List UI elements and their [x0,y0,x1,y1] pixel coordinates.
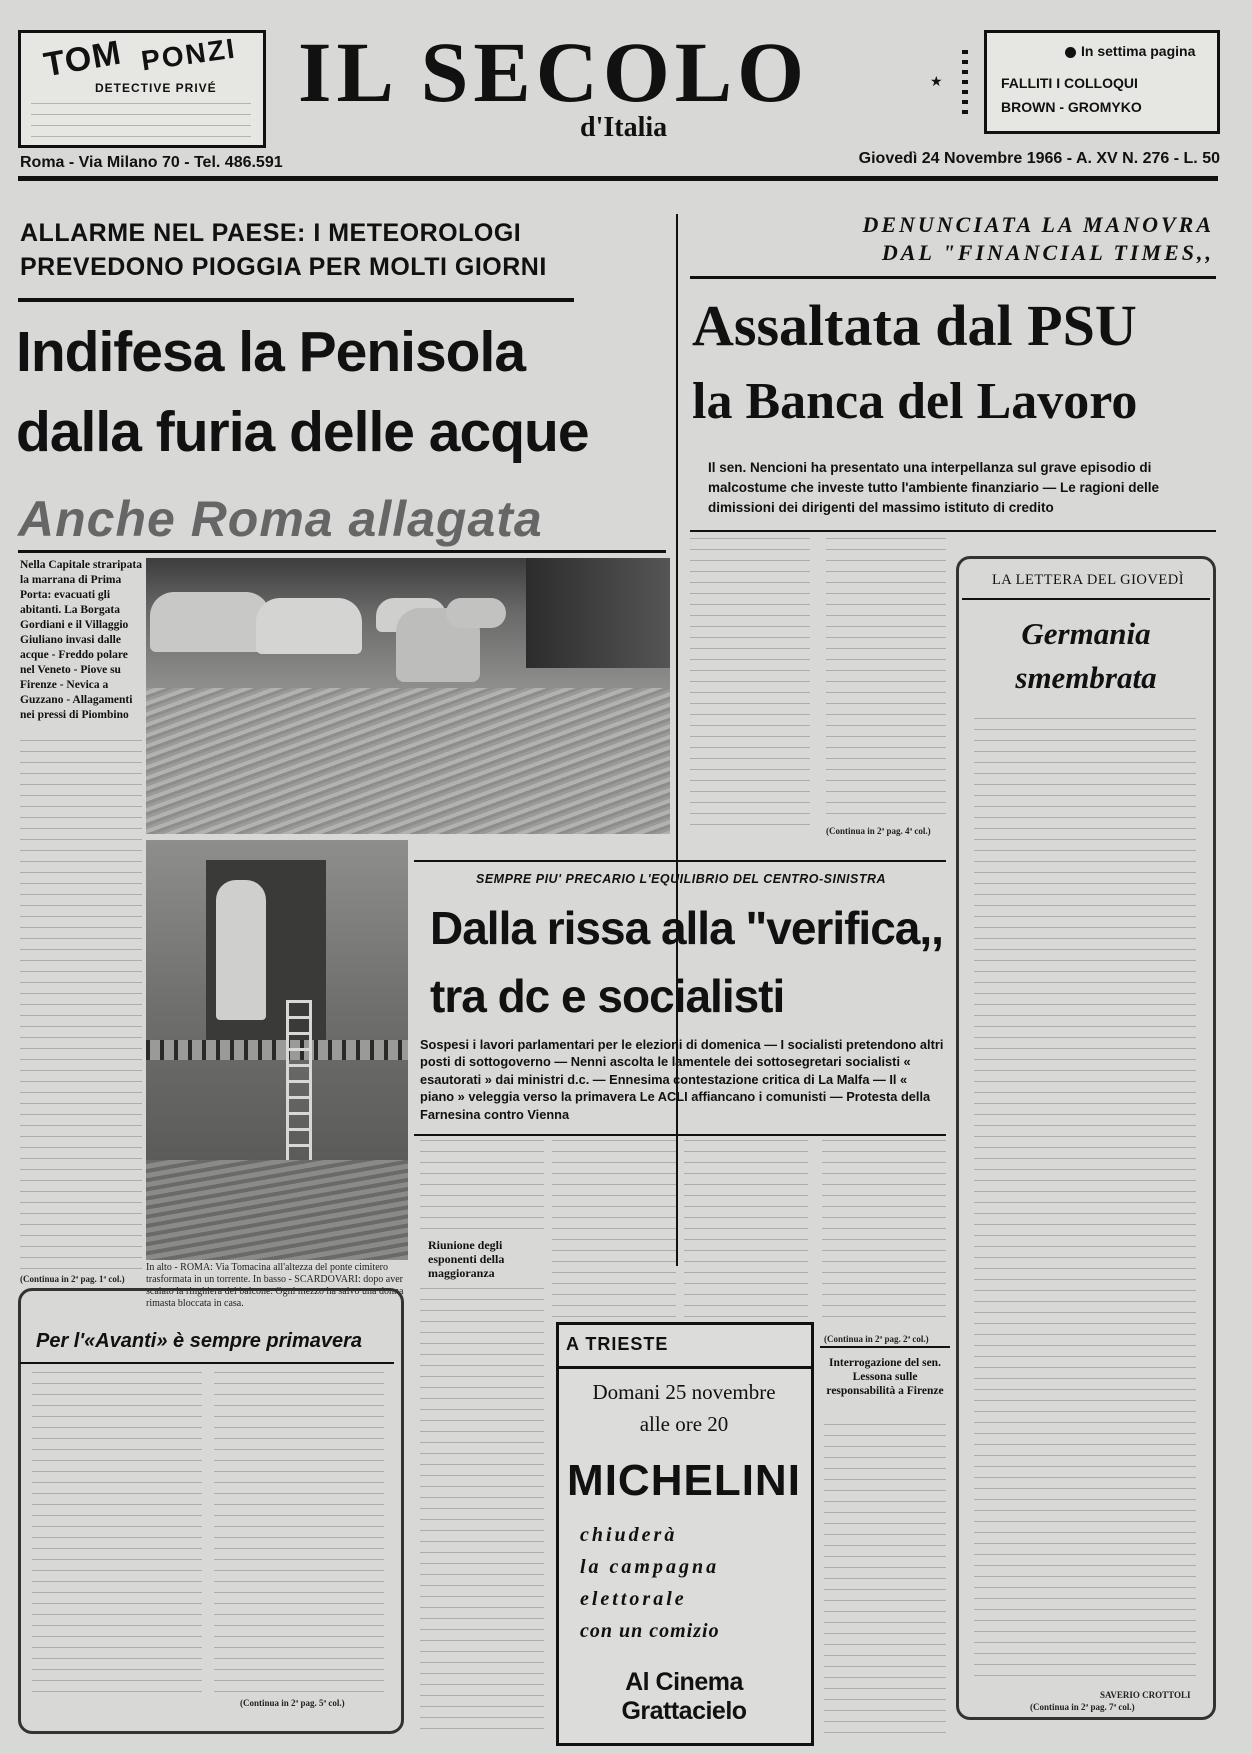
avanti-title: Per l'«Avanti» è sempre primavera [36,1330,363,1352]
bullet-icon [1065,47,1076,58]
psu-continue: (Continua in 2ª pag. 4ª col.) [826,826,931,836]
lessona-top-rule [820,1346,950,1348]
flood-summary: Nella Capitale straripata la marrana di Prima Porta: evacuati gli abitanti. La Borgata Gordiani e il Villaggio Giuliano invasi dalle acque - Freddo polare nel Veneto - Piove su Firenze - Nevica a Guzzano - Allagamenti nei pressi di Piombino [20,559,143,721]
detective-ad [18,30,266,148]
photo-water [146,1160,408,1260]
politics-continue: (Continua in 2ª pag. 2ª col.) [824,1334,929,1344]
trieste-venue: Al Cinema Grattacielo [621,1668,747,1725]
flood-photo-rescue [146,840,408,1260]
masthead-subtitle: d'Italia [580,112,668,143]
politics-body-col-3 [684,1140,808,1324]
ad-brand-ponzi: PONZI [139,32,239,77]
ad-small-print [31,103,251,137]
flood-headline-1: Indifesa la Penisola [16,320,526,384]
trieste-rule [556,1366,812,1369]
inside-line-1: FALLITI I COLLOQUI [1001,75,1138,91]
letter-title-1: Germania [1021,616,1151,651]
psu-headline-1: Assaltata dal PSU [692,293,1137,358]
ad-brand-tom: TOM [41,33,125,85]
politics-top-rule [414,860,946,862]
letter-signature: SAVERIO CROTTOLI [1100,1690,1191,1700]
lessona-title: Interrogazione del sen. Lessona sulle responsabilità a Firenze [826,1357,944,1397]
trieste-date-2: alle ore 20 [639,1412,729,1436]
politics-body-col-1b [420,1288,544,1734]
politics-body-col-1 [420,1140,544,1232]
lessona-body-text [824,1424,946,1736]
letter-continue: (Continua in 2ª pag. 7ª col.) [1030,1702,1135,1712]
flood-photo-rome-street [146,558,670,834]
trieste-line-2: la campagna [580,1556,720,1578]
letter-title-2: smembrata [1015,660,1157,695]
trieste-label: A TRIESTE [566,1334,669,1354]
masthead-dateline: Giovedì 24 Novembre 1966 - A. XV N. 276 - L. 50 [858,150,1220,167]
avanti-title-rule [20,1362,394,1364]
avanti-body-col-2 [214,1372,384,1692]
politics-deck-rule [414,1134,946,1136]
photo-water [146,688,670,834]
trieste-line-3: elettorale [580,1588,687,1610]
politics-body-col-4 [822,1140,946,1326]
psu-body-col-2 [826,538,946,822]
inside-label: In settima pagina [1081,43,1196,59]
photo-car [256,598,362,654]
politics-kicker: SEMPRE PIU' PRECARIO L'EQUILIBRIO DEL CENTRO-SINISTRA [475,872,887,886]
flood-subhead: Anche Roma allagata [18,491,543,547]
flood-kicker: ALLARME NEL PAESE: I METEOROLOGI PREVEDONO PIOGGIA PER MOLTI GIORNI [20,219,547,281]
politics-subhead: Riunione degli esponenti della maggioranza [428,1238,505,1280]
flood-photo-caption: In alto - ROMA: Via Tomacina all'altezza del ponte cimitero trasformata in un torrente. In basso - SCARDOVARI: dopo aver scalato la ringhiera del balcone. Ogni mezzo ha salvo una donna rimasta bloccata in casa. [146,1262,404,1309]
flood-subhead-rule [18,550,666,553]
flood-headline-2: dalla furia delle acque [16,400,589,464]
inside-line-2: BROWN - GROMYKO [1001,99,1142,115]
politics-headline-2: tra dc e socialisti [430,970,785,1022]
masthead-rule [18,176,1218,181]
psu-deck: Il sen. Nencioni ha presentato una interpellanza sul grave episodio di malcostume che investe tutto l'ambiente finanziario — Le ragioni delle dimissioni dei dirigenti del massimo istituto di credito [708,460,1160,515]
psu-headline-2: la Banca del Lavoro [692,373,1138,430]
photo-wall [526,558,670,668]
photo-person [216,880,266,1020]
letter-body-text [974,718,1196,1686]
photo-car [150,592,270,652]
flood-body-text [20,740,142,1270]
flood-kicker-rule [18,298,574,302]
politics-body-col-2 [552,1140,676,1324]
inside-box [984,30,1220,134]
trieste-line-4: con un comizio [580,1620,720,1642]
psu-kicker-rule [690,276,1216,279]
trieste-date-1: Domani 25 novembre [592,1380,776,1404]
psu-body-col-1 [690,538,810,832]
letter-label-rule [962,598,1210,600]
letter-label: LA LETTERA DEL GIOVEDÌ [991,572,1185,588]
masthead-star-icon: ★ [930,75,943,90]
politics-headline-1: Dalla rissa alla "verifica,, [430,902,943,954]
masthead-address: Roma - Via Milano 70 - Tel. 486.591 [20,154,283,171]
ad-subtitle: DETECTIVE PRIVÉ [95,81,217,95]
avanti-continue: (Continua in 2ª pag. 5ª col.) [240,1698,345,1708]
psu-kicker-2: DAL "FINANCIAL TIMES,, [881,240,1214,265]
trieste-line-1: chiuderà [580,1524,678,1546]
photo-car [446,598,506,628]
masthead-dots [962,50,968,120]
politics-deck: Sospesi i lavori parlamentari per le elezioni di domenica — I socialisti pretendono altri posti di sottogoverno — Nenni ascolta le lamentele dei sottosegretari socialisti « esautorati » dai ministri d.c. — Ennesima contestazione critica di La Malfa — Il « piano » veleggia verso la primavera Le ACLI affiancano i comunisti — Protesta della Farnesina contro Vienna [420,1037,944,1122]
psu-kicker-1: DENUNCIATA LA MANOVRA [862,212,1214,237]
psu-deck-rule [690,530,1216,532]
flood-continue: (Continua in 2ª pag. 1ª col.) [20,1274,125,1284]
masthead-title: IL SECOLO [298,24,810,120]
avanti-body-col-1 [32,1372,202,1702]
photo-railing [146,1040,408,1060]
trieste-name: MICHELINI [567,1456,801,1505]
